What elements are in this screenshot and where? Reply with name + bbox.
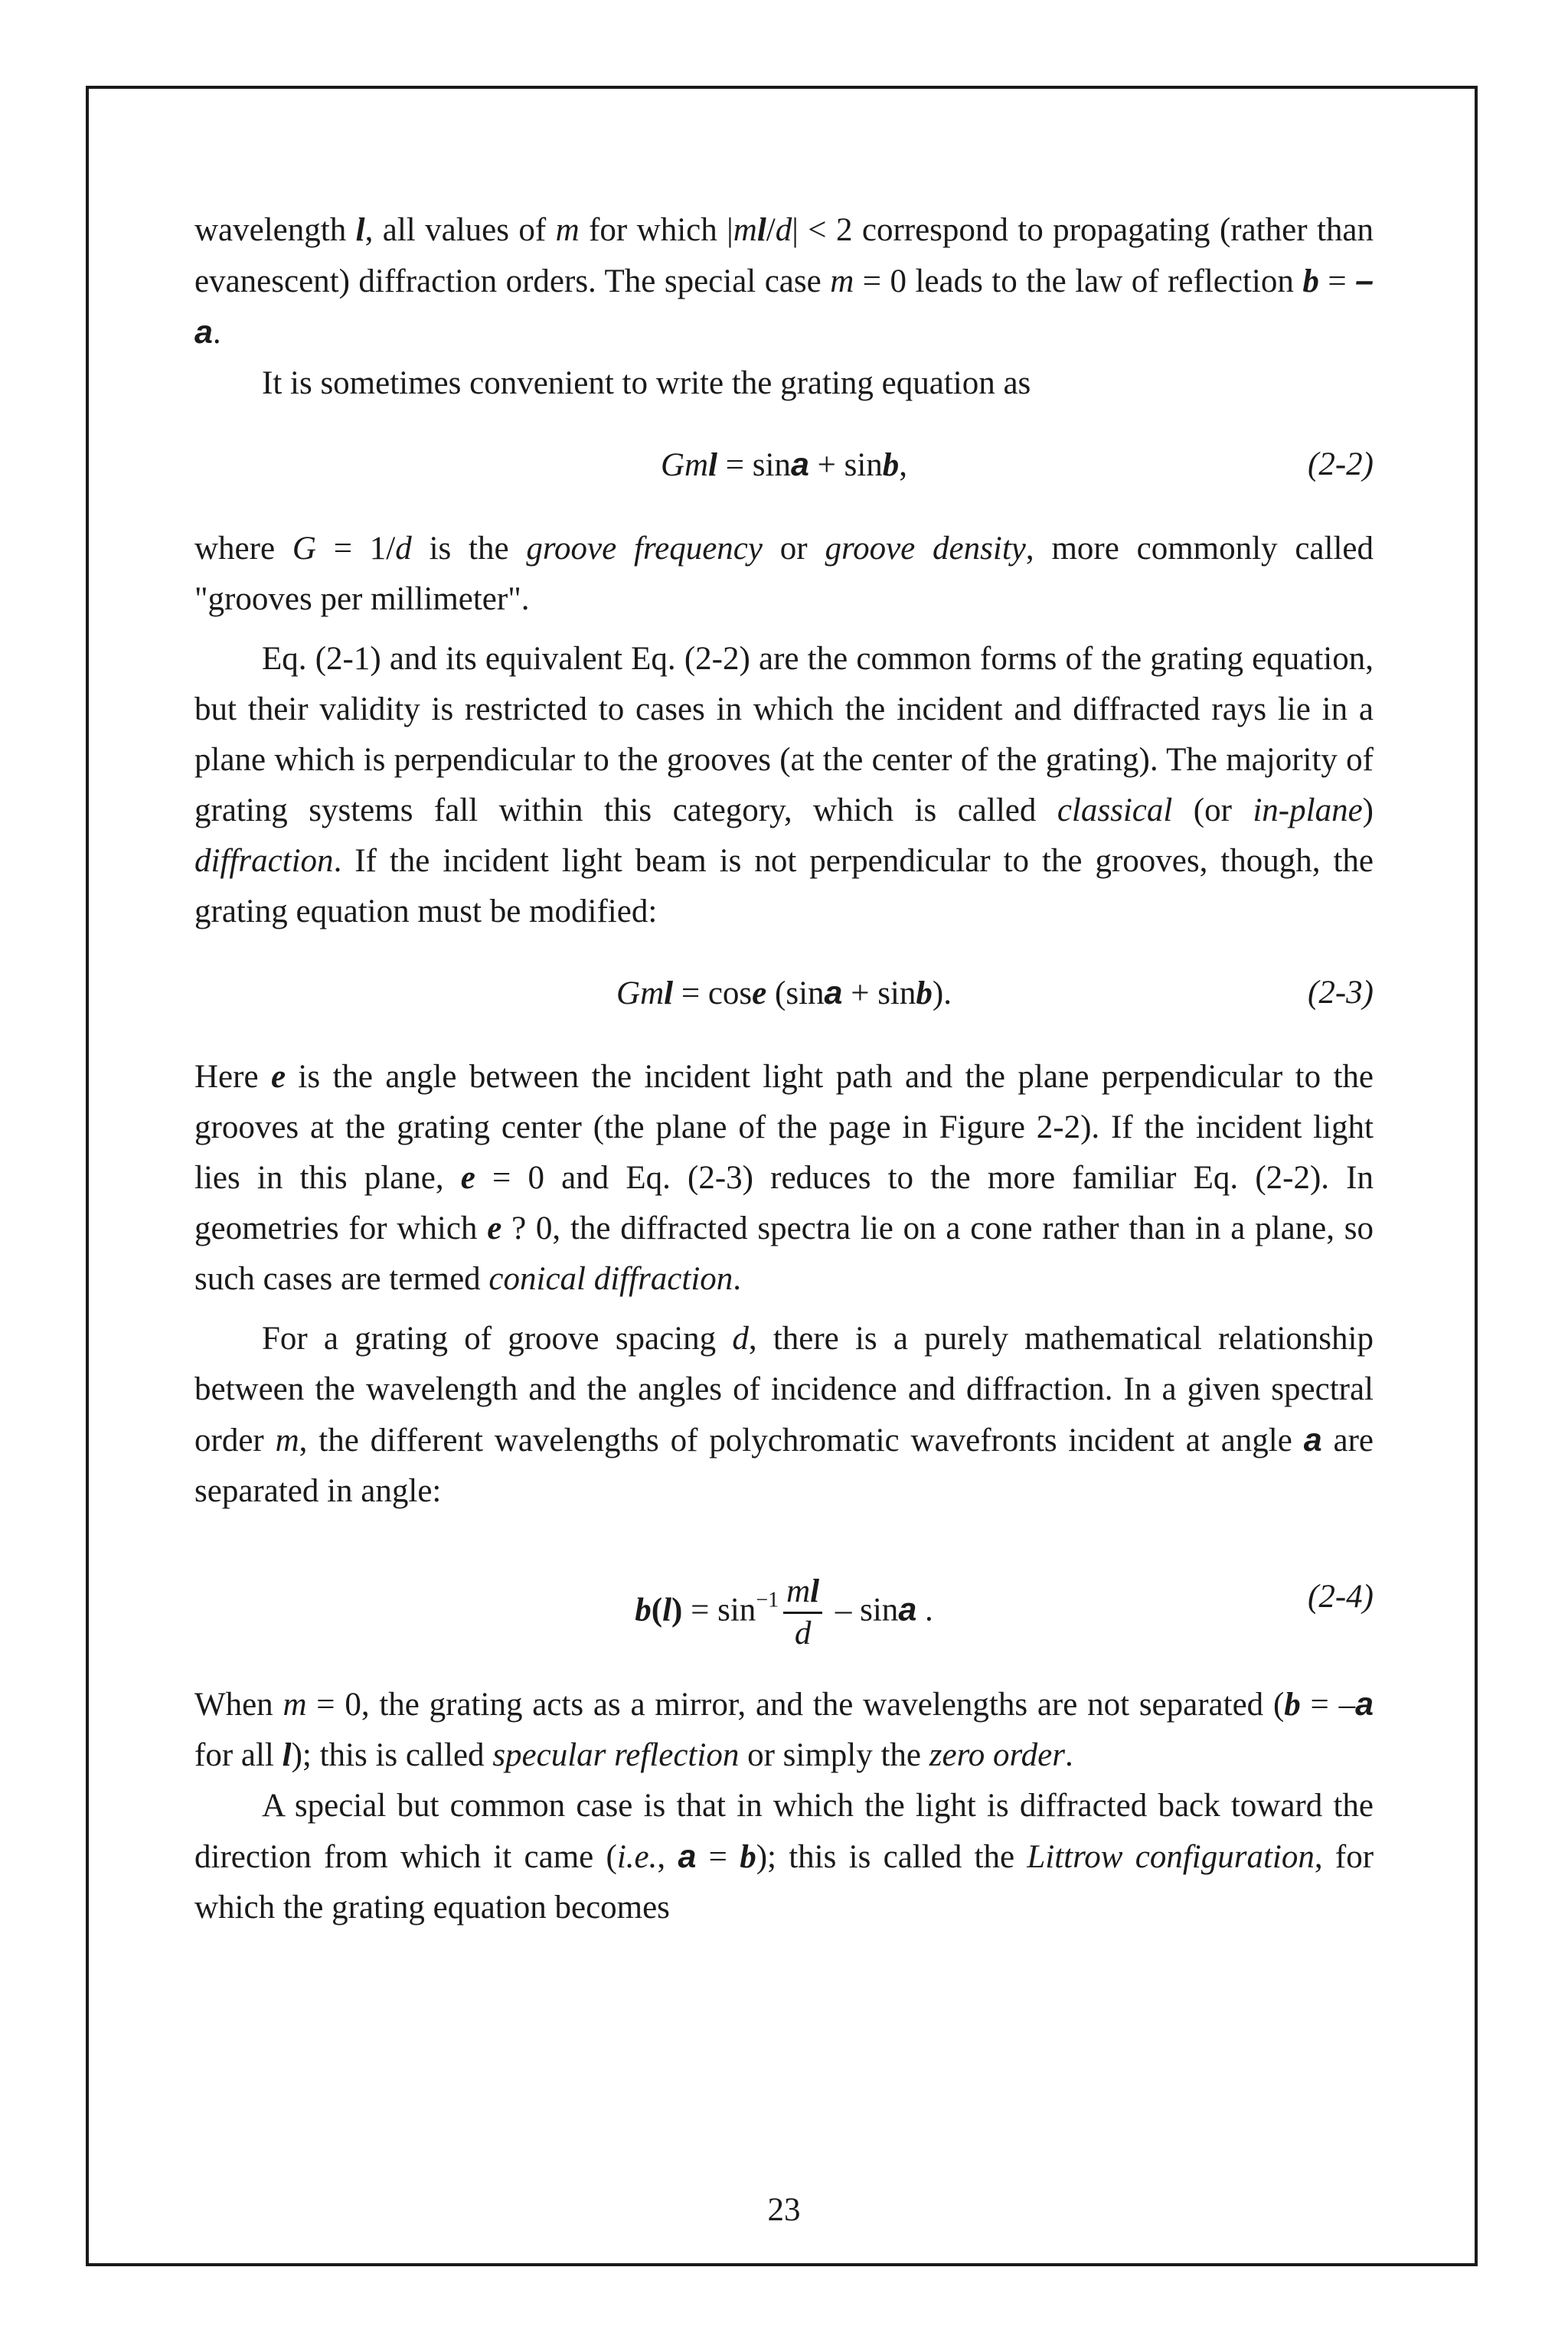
text: ? 0, the diffracted spectra lie on a cone rather than in a plane, so such cases are termed	[194, 1210, 1374, 1297]
paragraph-7	[194, 1679, 1374, 1781]
symbol-lambda: l	[662, 1592, 672, 1628]
symbol-m: m	[275, 1423, 299, 1459]
symbol-epsilon: e	[460, 1160, 475, 1196]
term: groove frequency	[526, 531, 763, 567]
equation-body	[194, 439, 1374, 491]
text: .	[1064, 1737, 1073, 1773]
symbol-m: m	[283, 1687, 307, 1723]
text: =	[696, 1839, 740, 1875]
paragraph-1	[194, 205, 1374, 358]
page-body	[194, 205, 1374, 1933]
eq-text: + sin	[808, 447, 883, 483]
text: For a grating of groove spacing	[262, 1321, 733, 1357]
eq-text: Gm	[616, 975, 665, 1011]
term: conical diffraction	[488, 1261, 733, 1297]
fraction-denominator: d	[794, 1615, 812, 1651]
term: classical	[1057, 792, 1173, 828]
text: Eq. (2-1) and its equivalent Eq. (2-2) are the common forms of the grating equation, but their validity is restricted to cases in which the incident and diffracted rays lie in a plane which is perpendicular to the grooves (at the center of the grating). The majority of grating systems fall within this category, which is called	[194, 641, 1374, 828]
text: = 0, the grating acts as a mirror, and the wavelengths are not separated (	[306, 1687, 1285, 1723]
symbol-beta: b	[882, 447, 900, 483]
symbol-alpha: a	[678, 1838, 697, 1875]
symbol-alpha: a	[1355, 1686, 1374, 1723]
eq-text: .	[916, 1592, 933, 1628]
term: specular reflection	[492, 1737, 740, 1773]
text: =	[1318, 263, 1356, 299]
text: or simply the	[739, 1737, 929, 1773]
text: .	[212, 315, 221, 351]
paragraph-8	[194, 1781, 1374, 1933]
text: , the different wavelengths of polychromatic wavefronts incident at angle	[299, 1423, 1304, 1459]
symbol-beta: b	[916, 975, 933, 1011]
text: = 1/	[315, 531, 396, 567]
term: in-plane	[1253, 792, 1363, 828]
text: , more commonly called "grooves per millimeter".	[194, 531, 1374, 617]
text: is the angle between the incident light path and the plane perpendicular to the grooves at the grating center (the plane of the page in Figure 2-2). If the incident light lies in this plane,	[194, 1059, 1374, 1196]
symbol-alpha: a	[1303, 1422, 1322, 1459]
text: . If the incident light beam is not perpendicular to the grooves, though, the grating equation must be modified:	[194, 843, 1374, 929]
eq-text: (sin	[766, 975, 825, 1011]
symbol-epsilon: e	[487, 1210, 502, 1246]
equation-2-2	[194, 439, 1374, 490]
symbol-lambda: l	[355, 212, 365, 248]
text: | < 2 correspond to propagating (rather than evanescent) diffraction orders. The special case	[194, 212, 1374, 299]
text: where	[194, 531, 292, 567]
text: When	[194, 1687, 283, 1723]
fraction-numerator	[783, 1572, 822, 1614]
abbreviation: i.e.	[616, 1839, 658, 1875]
symbol-beta: b	[740, 1839, 756, 1875]
text: are separated in angle:	[194, 1423, 1374, 1509]
symbol-lambda: l	[756, 212, 766, 248]
text: .	[733, 1261, 742, 1297]
symbol-d: d	[395, 531, 412, 567]
symbol-epsilon: e	[270, 1059, 286, 1095]
paragraph-5	[194, 1052, 1374, 1305]
equation-2-3	[194, 968, 1374, 1018]
text: /	[766, 212, 776, 248]
symbol-m: m	[733, 212, 757, 248]
text: , all values of	[364, 212, 556, 248]
text: (or	[1172, 792, 1253, 828]
text: = 0 and Eq. (2-3) reduces to the more familiar Eq. (2-2). In geometries for which	[194, 1160, 1374, 1246]
eq-text: (	[651, 1592, 663, 1628]
eq-text: Gm	[660, 447, 709, 483]
text: for all	[194, 1737, 283, 1773]
eq-text: = sin	[682, 1592, 756, 1628]
paragraph-2	[194, 358, 1374, 409]
equation-number: (2-4)	[1308, 1579, 1374, 1615]
paragraph-6	[194, 1314, 1374, 1517]
term: diffraction	[194, 843, 334, 879]
term: Littrow configuration	[1027, 1839, 1315, 1875]
text: )	[1362, 792, 1374, 828]
equation-number: (2-2)	[1308, 446, 1374, 482]
symbol-lambda: l	[664, 975, 674, 1011]
equation-body	[194, 1572, 1374, 1654]
text: = –	[1300, 1687, 1356, 1723]
symbol-lambda: l	[810, 1573, 820, 1609]
text: , there is a purely mathematical relationship between the wavelength and the angles of incidence and diffraction. In a given spectral order	[194, 1321, 1374, 1459]
symbol-m: m	[786, 1573, 811, 1609]
text: for which |	[579, 212, 733, 248]
term: zero order	[929, 1737, 1065, 1773]
symbol-beta: b	[635, 1592, 652, 1628]
page-number: 23	[767, 2192, 801, 2228]
eq-text: – sin	[827, 1592, 899, 1628]
symbol-beta: b	[1302, 263, 1319, 299]
text: wavelength	[194, 212, 356, 248]
eq-text: = sin	[717, 447, 791, 483]
eq-text: = cos	[673, 975, 753, 1011]
eq-text: ,	[899, 447, 908, 483]
symbol-d: d	[775, 212, 792, 248]
text: = 0 leads to the law of reflection	[854, 263, 1303, 299]
symbol-epsilon: e	[752, 975, 767, 1011]
equation-2-4	[194, 1550, 1374, 1651]
paragraph-3	[194, 524, 1374, 625]
symbol-alpha: a	[790, 446, 809, 483]
text: or	[762, 531, 825, 567]
text: A special but common case is that in which the light is diffracted back toward the direction from which it came (	[194, 1788, 1374, 1875]
fraction	[783, 1572, 822, 1654]
text: is the	[411, 531, 527, 567]
term: groove density	[825, 531, 1026, 567]
superscript: −1	[756, 1588, 779, 1612]
paragraph-4	[194, 634, 1374, 937]
text: , for which the grating equation becomes	[194, 1839, 1374, 1926]
symbol-lambda: l	[708, 447, 717, 483]
text: It is sometimes convenient to write the grating equation as	[262, 365, 1031, 401]
symbol-beta: b	[1284, 1687, 1301, 1723]
text: ); this is called the	[756, 1839, 1027, 1875]
text: ,	[657, 1839, 678, 1875]
eq-text: + sin	[842, 975, 916, 1011]
symbol-d: d	[732, 1321, 749, 1357]
symbol-G: G	[292, 531, 316, 567]
symbol-m: m	[555, 212, 580, 248]
text: Here	[194, 1059, 271, 1095]
symbol-alpha: a	[898, 1591, 917, 1628]
symbol-lambda: l	[282, 1737, 292, 1773]
symbol-m: m	[830, 263, 854, 299]
eq-text: ).	[932, 975, 952, 1011]
equation-body	[194, 968, 1374, 1019]
symbol-alpha: a	[824, 975, 843, 1011]
equation-number: (2-3)	[1308, 975, 1374, 1011]
symbol-alpha: –a	[194, 263, 1374, 351]
text: ); this is called	[291, 1737, 493, 1773]
eq-text: )	[671, 1592, 683, 1628]
